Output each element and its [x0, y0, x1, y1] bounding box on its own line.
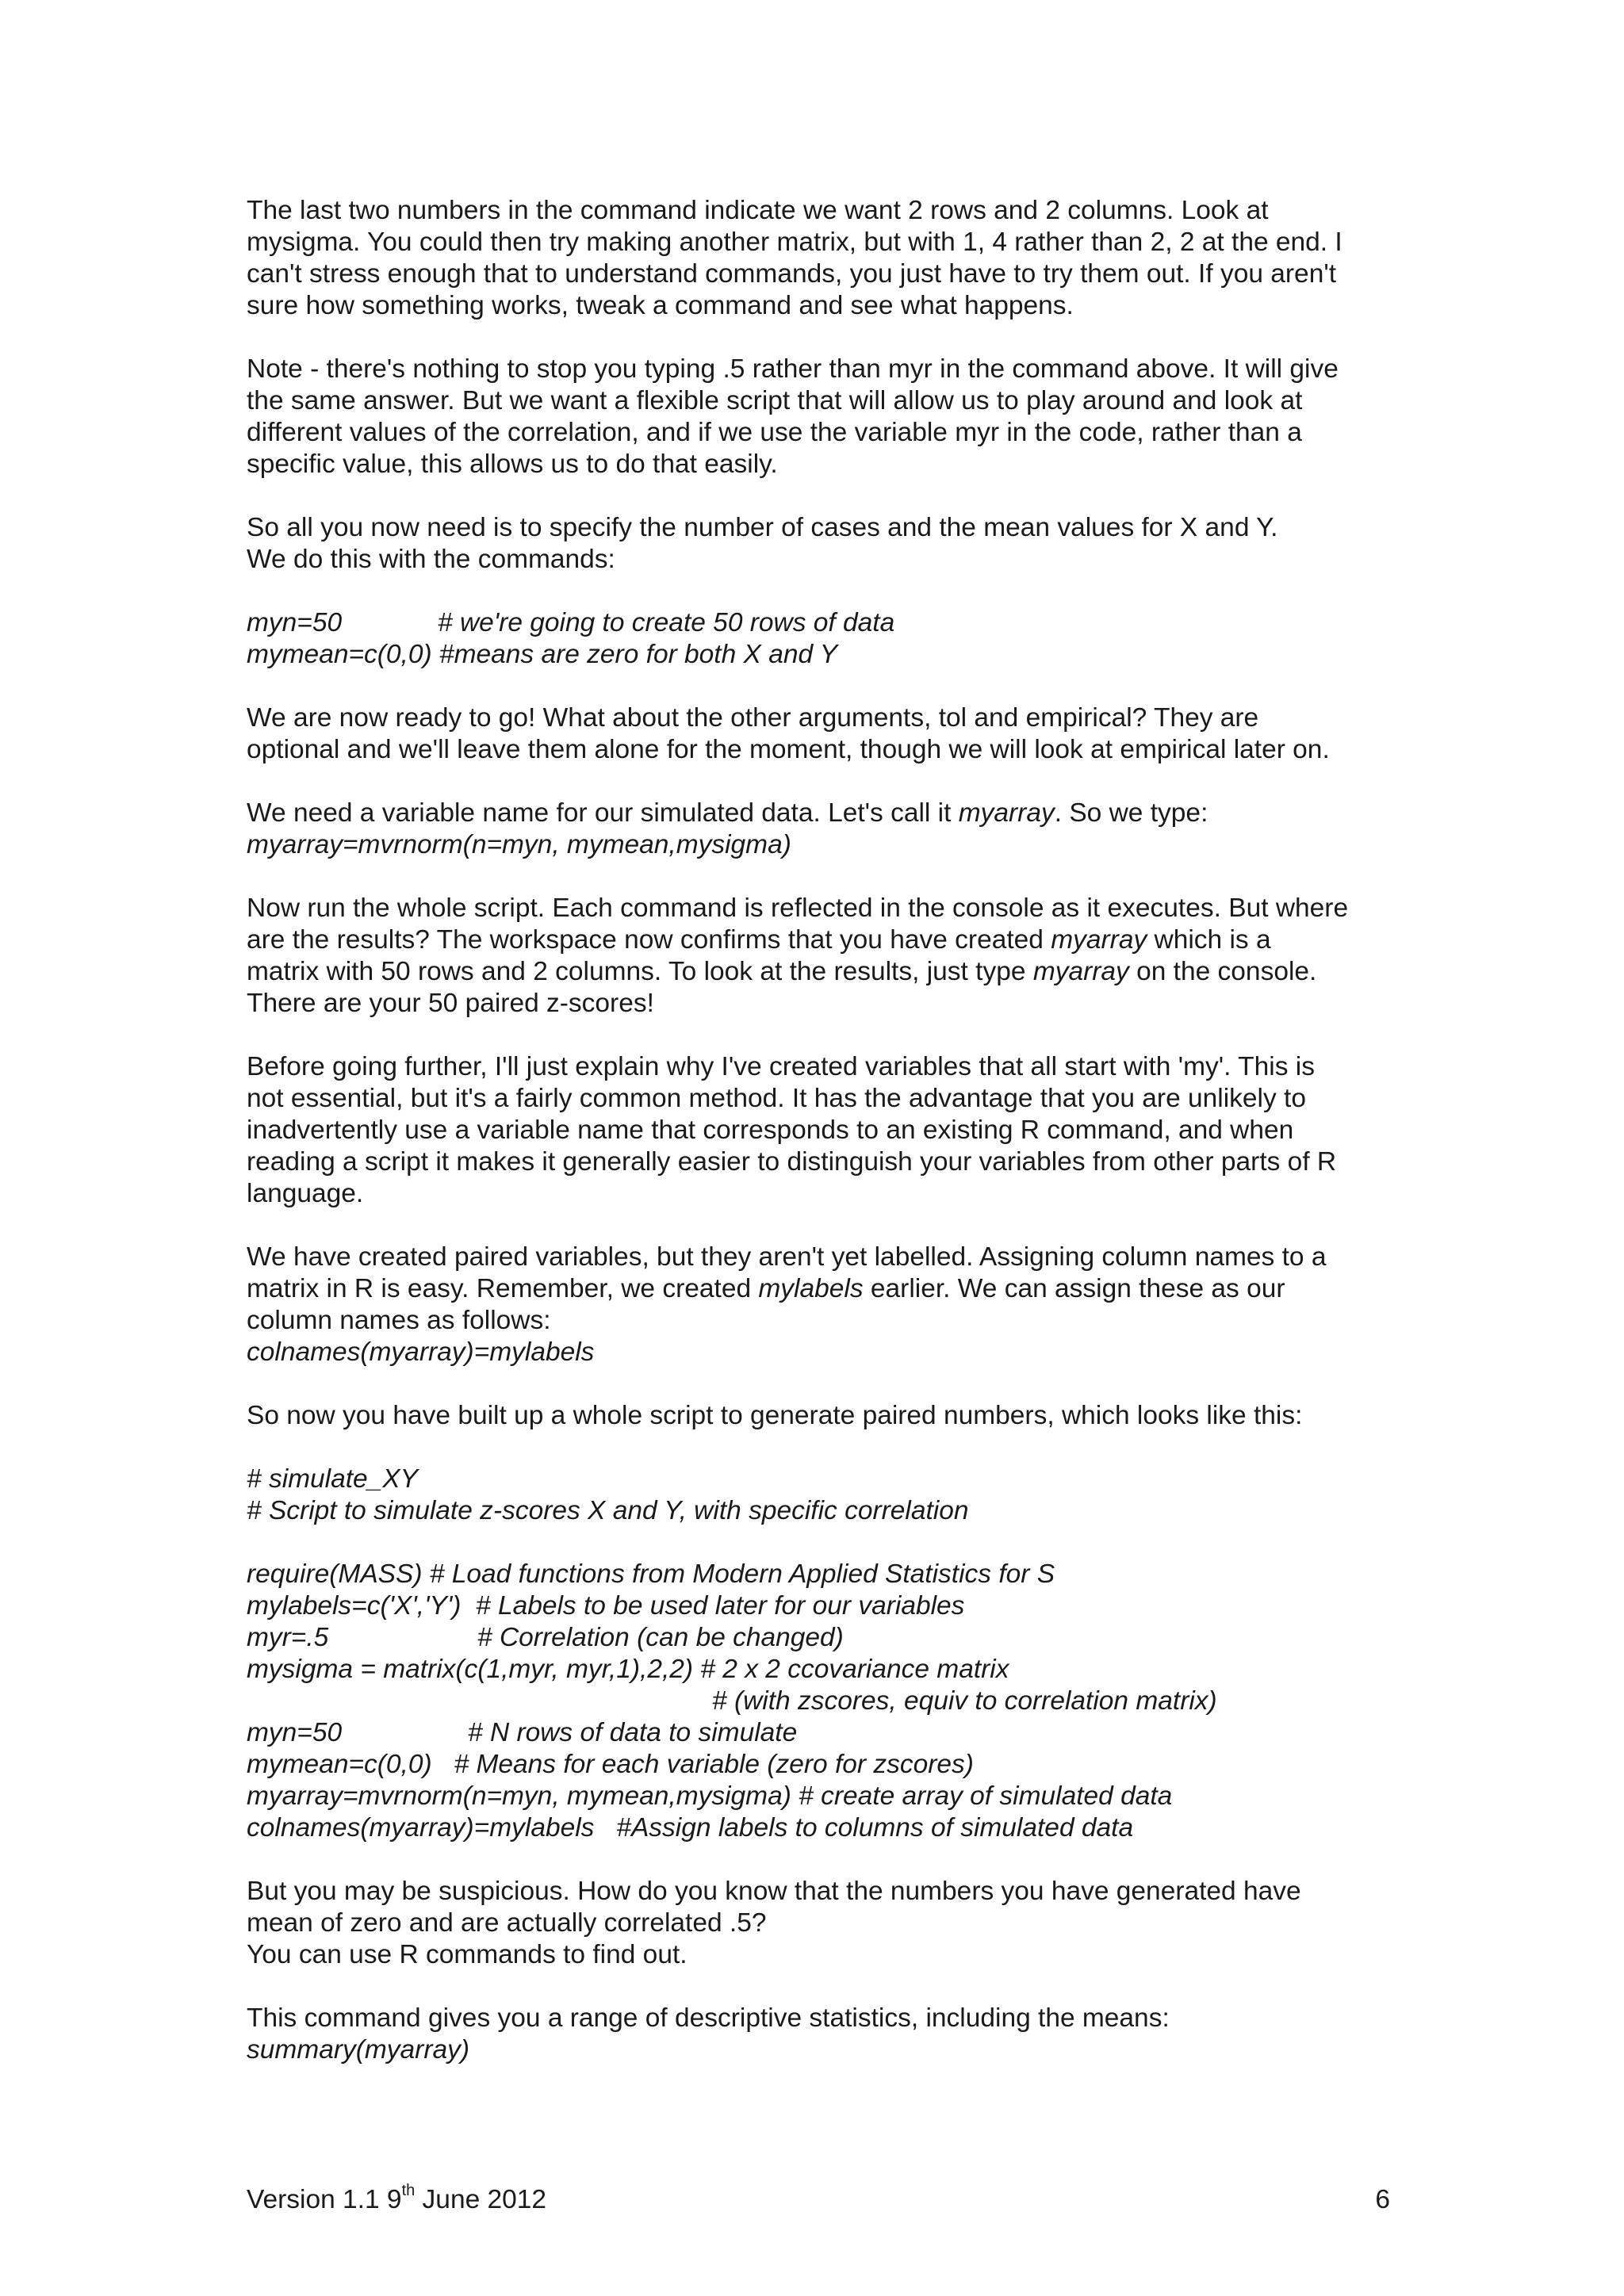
paragraph-run-script	[247, 893, 1404, 1020]
text-line: Now run the whole script. Each command is reflected in the console as it executes. But where	[247, 894, 1349, 923]
version-date	[247, 2181, 547, 2216]
paragraph-suspicious	[247, 1876, 1404, 1971]
code-line	[247, 1781, 1404, 1812]
text-line: optional and we'll leave them alone for the moment, though we will look at empirical later on.	[247, 735, 1330, 764]
text-line: mean of zero and are actually correlated .5?	[247, 1908, 767, 1938]
page-number: 6	[1375, 2185, 1390, 2214]
code-text: myn=50	[247, 1718, 343, 1747]
code-line	[247, 639, 1404, 671]
text-line: not essential, but it's a fairly common method. It has the advantage that you are unlikely to	[247, 1084, 1306, 1113]
text-line: different values of the correlation, and if we use the variable myr in the code, rather than a	[247, 418, 1302, 447]
text-line: So now you have built up a whole script to generate paired numbers, which looks like this:	[247, 1401, 1303, 1430]
text-run: We need a variable name for our simulated data. Let's call it	[247, 798, 959, 828]
date-text: June 2012	[415, 2185, 547, 2214]
code-text: myr=.5	[247, 1623, 329, 1652]
code-line	[247, 1686, 1404, 1717]
text-run: matrix in R is easy. Remember, we created	[247, 1274, 759, 1303]
paragraph-specify-cases	[247, 512, 1404, 576]
code-block-script-header	[247, 1464, 1404, 1527]
emphasis-text: myarray	[1051, 925, 1147, 955]
code-line	[247, 1749, 1404, 1781]
code-text: mymean=c(0,0) # Means for each variable (zero for zscores)	[247, 1750, 974, 1779]
text-run: matrix with 50 rows and 2 columns. To look at the results, just type	[247, 957, 1033, 986]
code-line	[247, 1717, 1404, 1749]
code-comment: # N rows of data to simulate	[468, 1718, 798, 1747]
code-comment: # (with zscores, equiv to correlation matrix)	[712, 1686, 1217, 1716]
code-comment: # simulate_XY	[247, 1464, 418, 1494]
code-text: mysigma = matrix(c(1,myr, myr,1),2,2) # 2 x 2 ccovariance matrix	[247, 1655, 1009, 1684]
emphasis-text: myarray	[958, 798, 1055, 828]
text-line: The last two numbers in the command indicate we want 2 rows and 2 columns. Look at	[247, 196, 1269, 225]
text-line: specific value, this allows us to do that easily.	[247, 450, 778, 479]
text-line: the same answer. But we want a flexible script that will allow us to play around and look at	[247, 386, 1303, 415]
text-run: earlier. We can assign these as our	[863, 1274, 1285, 1303]
code-line	[247, 1464, 1404, 1495]
paragraph-my-prefix	[247, 1051, 1404, 1210]
paragraph-matrix-rows-columns	[247, 195, 1404, 322]
code-comment: # Correlation (can be changed)	[477, 1623, 844, 1652]
code-line	[247, 1495, 1404, 1527]
text-line: We have created paired variables, but they aren't yet labelled. Assigning column names to a	[247, 1242, 1327, 1272]
text-line: language.	[247, 1179, 364, 1208]
version-text: Version 1.1 9	[247, 2185, 402, 2214]
text-run: which is a	[1147, 925, 1271, 955]
text-line	[247, 1273, 1404, 1305]
paragraph-flexible-script	[247, 354, 1404, 480]
text-run: . So we type:	[1054, 798, 1208, 828]
paragraph-whole-script-intro	[247, 1400, 1404, 1432]
text-run: on the console.	[1128, 957, 1317, 986]
text-line: sure how something works, tweak a command and see what happens.	[247, 291, 1074, 320]
date-ordinal-suffix: th	[401, 2181, 416, 2199]
text-line: There are your 50 paired z-scores!	[247, 989, 654, 1018]
text-line	[247, 924, 1404, 956]
code-text: require(MASS) # Load functions from Modern Applied Statistics for S	[247, 1559, 1055, 1589]
paragraph-variable-name	[247, 798, 1404, 861]
code-line	[247, 1559, 1404, 1590]
text-line: We do this with the commands:	[247, 545, 615, 574]
code-comment: # we're going to create 50 rows of data	[438, 608, 895, 637]
code-block-simulate-xy	[247, 1559, 1404, 1844]
code-text: colnames(myarray)=mylabels #Assign labels to columns of simulated data	[247, 1813, 1134, 1843]
text-line: We are now ready to go! What about the other arguments, tol and empirical? They are	[247, 703, 1259, 733]
paragraph-ready-to-go	[247, 702, 1404, 766]
code-text: mymean=c(0,0) #means are zero for both X and Y	[247, 640, 838, 669]
code-text: mylabels=c('X','Y') # Labels to be used later for our variables	[247, 1591, 965, 1621]
paragraph-column-names	[247, 1242, 1404, 1368]
text-line: Before going further, I'll just explain why I've created variables that all start with 'my'. This is	[247, 1052, 1315, 1081]
paragraph-summary	[247, 2003, 1404, 2066]
text-line: Note - there's nothing to stop you typing .5 rather than myr in the command above. It will give	[247, 354, 1339, 384]
text-line: mysigma. You could then try making another matrix, but with 1, 4 rather than 2, 2 at the end. I	[247, 228, 1342, 257]
code-line: summary(myarray)	[247, 2035, 470, 2064]
text-line: So all you now need is to specify the number of cases and the mean values for X and Y.	[247, 513, 1278, 542]
code-comment: # Script to simulate z-scores X and Y, with specific correlation	[247, 1496, 969, 1525]
code-line	[247, 607, 1404, 639]
code-line	[247, 1590, 1404, 1622]
code-line	[247, 1812, 1404, 1844]
text-line: column names as follows:	[247, 1306, 551, 1335]
text-line: inadvertently use a variable name that corresponds to an existing R command, and when	[247, 1115, 1294, 1145]
text-line: can't stress enough that to understand commands, you just have to try them out. If you aren't	[247, 259, 1337, 289]
code-block-myn-mymean	[247, 607, 1404, 671]
text-line: You can use R commands to find out.	[247, 1940, 688, 1969]
text-line: But you may be suspicious. How do you know that the numbers you have generated have	[247, 1877, 1301, 1906]
code-line	[247, 1622, 1404, 1654]
code-line	[247, 1654, 1404, 1686]
code-line: colnames(myarray)=mylabels	[247, 1337, 595, 1367]
page-body	[247, 195, 1404, 2098]
text-line	[247, 956, 1404, 988]
code-line: myarray=mvrnorm(n=myn, mymean,mysigma)	[247, 830, 791, 859]
text-line	[247, 798, 1404, 829]
emphasis-text: mylabels	[758, 1274, 864, 1303]
text-line: reading a script it makes it generally easier to distinguish your variables from other parts of R	[247, 1147, 1337, 1177]
emphasis-text: myarray	[1032, 957, 1129, 986]
text-run: are the results? The workspace now confirms that you have created	[247, 925, 1051, 955]
text-line: This command gives you a range of descriptive statistics, including the means:	[247, 2003, 1170, 2033]
code-text: myarray=mvrnorm(n=myn, mymean,mysigma) # create array of simulated data	[247, 1781, 1173, 1811]
code-text: myn=50	[247, 608, 343, 637]
